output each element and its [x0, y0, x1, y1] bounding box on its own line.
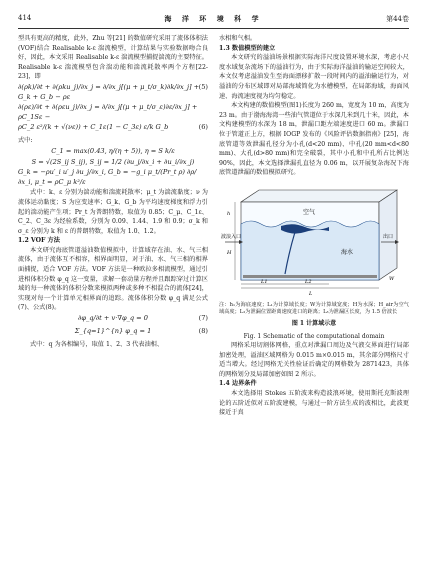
air-label: 空气 [302, 208, 316, 216]
equation-5 [18, 83, 208, 102]
outlet-label: 出口 [383, 233, 394, 240]
equation-number: (6) [198, 123, 208, 132]
equation-6-cont [18, 123, 208, 135]
equation-g: G_k = −ρu′_i u′_j ∂u_j/∂x_i, G_b = −g_i μ_t/(Pr_t ρ) ∂ρ/∂x_i, μ_t = ρC_μ k²/ε [18, 168, 197, 186]
paragraph: 型具有更高的精度，此外，Zhu 等[21] 的数值研究采用了流体体积法(VOF)结合 Realisable k-ε 湍流模型，计算结果与实验数据吻合良好，因此，本文采用 Realisable k-ε 湍流模型捕捉湍流的主要特征。Realisable k-ε 湍流模型包含湍动能和湍流耗散率两个方程[22-23]，即 [18, 35, 208, 81]
paragraph: 网格采用切割体网格，重点对泄漏口周边及气液交界面进行局部加密处理，溢油区域网格为 0.015 m×0.015 m，其余部分网格尺寸适当增大。经过网格无关性验证后确定的网格数为 2871423，具体的网格划分及局部加密如图 2 所示。 [219, 342, 409, 378]
figure-caption-en: Fig. 1 Schematic of the computational domain [243, 332, 385, 340]
equation-7 [18, 314, 208, 326]
header-rule [18, 28, 409, 29]
section-heading: 1.3 数值模型的建立 [219, 44, 276, 52]
dim-label-H: H [227, 249, 232, 256]
where-label: 式中: [18, 137, 33, 145]
right-column [219, 34, 409, 418]
paragraph: 水相和气相。 [219, 35, 257, 42]
equation-number: (8) [198, 327, 208, 336]
page-number: 414 [18, 14, 32, 22]
domain-schematic [219, 182, 409, 300]
seawater-label: 海水 [340, 248, 354, 256]
subsea-pipe [243, 275, 377, 278]
journal-name: 海 洋 环 境 科 学 [164, 14, 263, 23]
paragraph: 本文研究海底管道溢油数值模拟中，计算域存在油、水、气三相流体，由于流体互不相容，相界面明显，对于油、水、气三相的相界面捕捉，适合 VOF 方法。VOF 方法是一种欧拉多相流模型，通过引进相体积分数 φ_q 这一变量，求解一套动量方程并且跟踪穿过计算区域的每一种流体的体积分数来模拟两种或多种不相混合的流体[24]，实现对每一个计算单元相界面的追踪。流体体积分数 φ_q 满足公式(7)、公式(8)。 [18, 246, 208, 312]
left-column [18, 34, 208, 350]
paragraph: 本文研究的溢油场景根据实际海洋尺度设置环境水深，考虑小尺度水域复杂流场下的溢油行为，由于实际海洋溢油的输运空间较大，本文仅考虑溢油发生至海面漂移扩散一段时间内的溢油输运行为，对溢油的分布区域即对局部海域简化为水槽模型，在局部海域，海面风速、海流速度视为均匀稳定。 [219, 54, 409, 100]
equation-c1: C_1 = max(0.43, η/(η + 5)), η = S k/ε [51, 146, 175, 155]
equation-text: ∂(ρε)/∂t + ∂(ρεu_j)/∂x_j = ∂/∂x_j[(μ + μ_t/σ_ε)∂ε/∂x_j] + ρC_1Sε − [18, 103, 198, 121]
figure-computational-domain [219, 182, 409, 300]
dim-label-L1: L1 [261, 278, 268, 285]
dim-label-L: L [309, 290, 313, 297]
section-heading: 1.4 边界条件 [219, 380, 257, 388]
wave-inlet-label: 波浪入口 [221, 233, 242, 240]
dim-label-L2: L2 [305, 278, 312, 285]
running-header [18, 14, 409, 28]
equation-text: ρC_2 ε²/(k + √(νε)) + C_1ε(1 − C_3ε) ε/k G_b [18, 123, 169, 132]
box-top-face [241, 190, 397, 202]
dim-label-W: W [389, 275, 395, 282]
equation-number: (7) [198, 314, 208, 323]
equation-8 [18, 327, 208, 339]
equation-text: Σ_{q=1}^{n} φ_q = 1 [74, 327, 152, 336]
section-heading: 1.2 VOF 方法 [18, 237, 60, 245]
dim-label-h: h [227, 210, 231, 217]
paragraph: 本文构建的数值模型(图1)长度为 260 m，宽度为 10 m，高度为 23 m。由于渤海海湾一些油气管道位于水深几米到几十米，因此，本文构建模型的水深为 18 m，泄漏口距左端速度进口 60 m。泄漏口位于管道正上方，根据 IOGP 发布的《风险评估数据指南》[25]，海底管道等效泄漏孔径分为小孔(d<20 mm)、中孔(20 mm<d<80 mm)、大孔(d>80 mm)和完全破裂，其中小孔和中孔所占比例达 90%，因此，本文选择泄漏孔直径为 0.06 m，以开展复杂海况下海底管道泄漏的数值模拟研究。 [219, 102, 409, 177]
equation-number: (5) [198, 82, 208, 91]
figure-caption-cn: 图 1 计算域示意 [291, 319, 337, 327]
equation-6 [18, 103, 208, 122]
volume-label: 第44卷 [386, 15, 409, 23]
equation-text: ∂φ_q/∂t + v·∇φ_q = 0 [77, 314, 148, 323]
paragraph: 本文选择用 Stokes 五阶波来构造波浪环境，使用斯托克斯波理论的五阶近似对五阶波建模，与通过一阶方法生成的波相比，此波更接近于真 [219, 390, 409, 417]
equation-s: S = √(2S_ij S_ij), S_ij = 1/2 (∂u_j/∂x_i + ∂u_i/∂x_j) [31, 157, 195, 166]
equation-text: ∂(ρk)/∂t + ∂(ρku_j)/∂x_j = ∂/∂x_j[(μ + μ_t/σ_k)∂k/∂x_j] + G_k + G_b − ρε [18, 82, 200, 101]
figure-note: 注：h₁为海底速度；L₁为计算域长度；W为计算域宽度；H为水深；H_air为空气域高度；L₂为泄漏位置距离速度进口的距离；L₃为泄漏区长度，为 1.5 倍波长 [219, 301, 409, 315]
paragraph: 式中：q 为各相编号，取值 1、2、3 代表油相、 [30, 341, 164, 349]
paragraph: 式中：k、ε 分别为湍动能和湍流耗散率；μ_t 为湍流黏度；ν 为流体运动黏度；S 为应变速率；G_k、G_b 为平均速度梯度和浮力引起的湍动能产生项；Pr_t 为普朗特数，取值为 0.85；C_μ、C_1ε、C_2、C_3ε 为经验系数，分别为 0.09、1.44、1.9 和 0.9；σ_k 和 σ_ε 分别为 k 和 ε 的普朗特数，取值为 1.0、1.2。 [18, 189, 208, 235]
